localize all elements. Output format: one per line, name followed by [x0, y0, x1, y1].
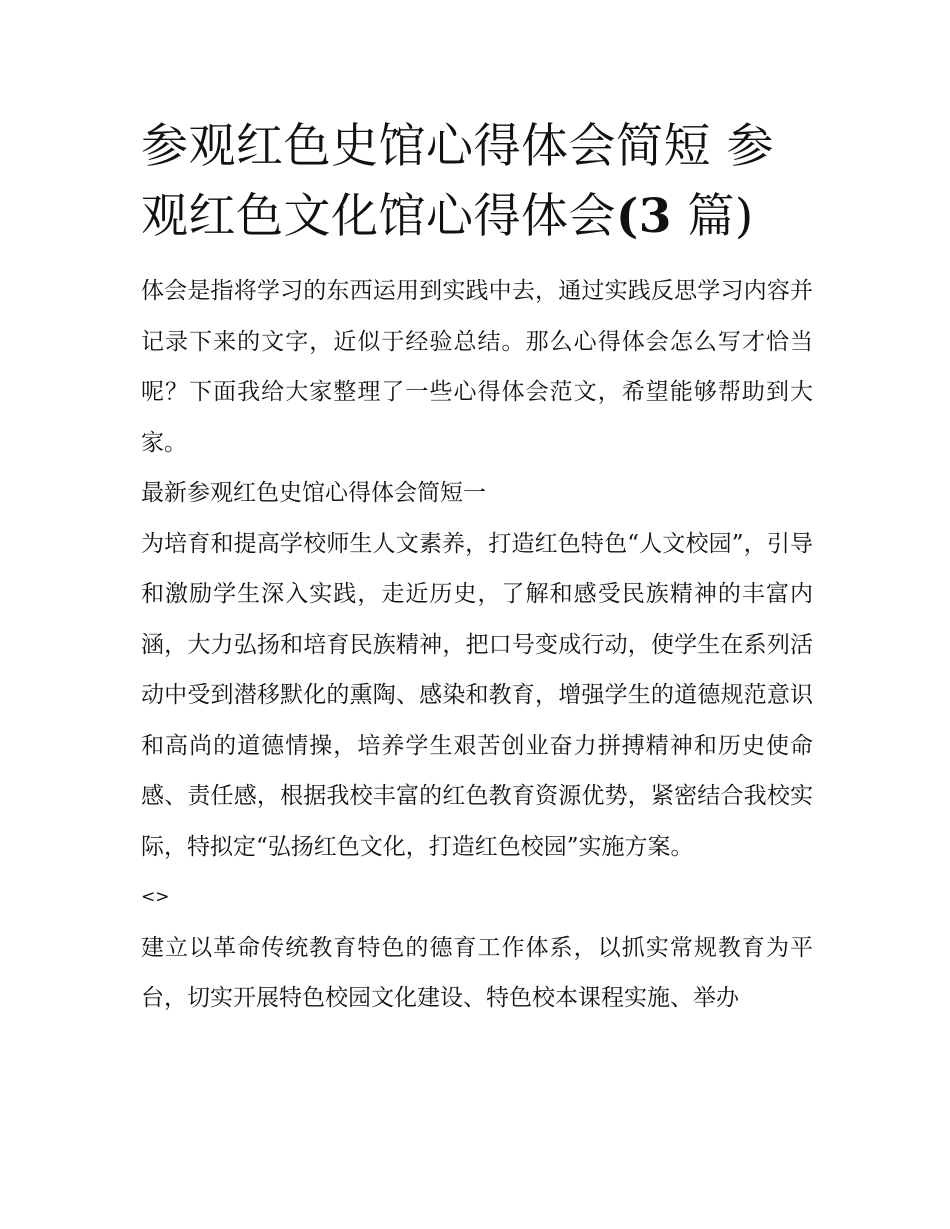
body-paragraph-2: 建立以革命传统教育特色的德育工作体系，以抓实常规教育为平台，切实开展特色校园文化建设、特色校本课程实施、举办: [141, 934, 813, 1011]
title-count: 3: [638, 189, 672, 244]
placeholder-marker: <>: [141, 887, 170, 907]
intro-paragraph: 体会是指将学习的东西运用到实践中去，通过实践反思学习内容并记录下来的文字，近似于经验总结。那么心得体会怎么写才恰当呢？下面我给大家整理了一些心得体会范文，希望能够帮助到大家。: [141, 278, 813, 456]
title-main: 参观红色史馆心得体会简短 参观红色文化馆心得体会: [141, 119, 774, 244]
title-tail: 篇): [671, 189, 754, 244]
document-title: [141, 112, 813, 252]
section-heading: 最新参观红色史馆心得体会简短一: [141, 480, 486, 506]
title-open: (: [616, 189, 639, 244]
body-paragraph-1: 为培育和提高学校师生人文素养，打造红色特色“人文校园”，引导和激励学生深入实践，走近历史，了解和感受民族精神的丰富内涵，大力弘扬和培育民族精神，把口号变成行动，使学生在系列活动中受到潜移默化的熏陶、感染和教育，增强学生的道德规范意识和高尚的道德情操，培养学生艰苦创业奋力拼搏精神和历史使命感、责任感，根据我校丰富的红色教育资源优势，紧密结合我校实际，特拟定“弘扬红色文化，打造红色校园”实施方案。: [141, 530, 813, 860]
document-page: [141, 112, 813, 1024]
